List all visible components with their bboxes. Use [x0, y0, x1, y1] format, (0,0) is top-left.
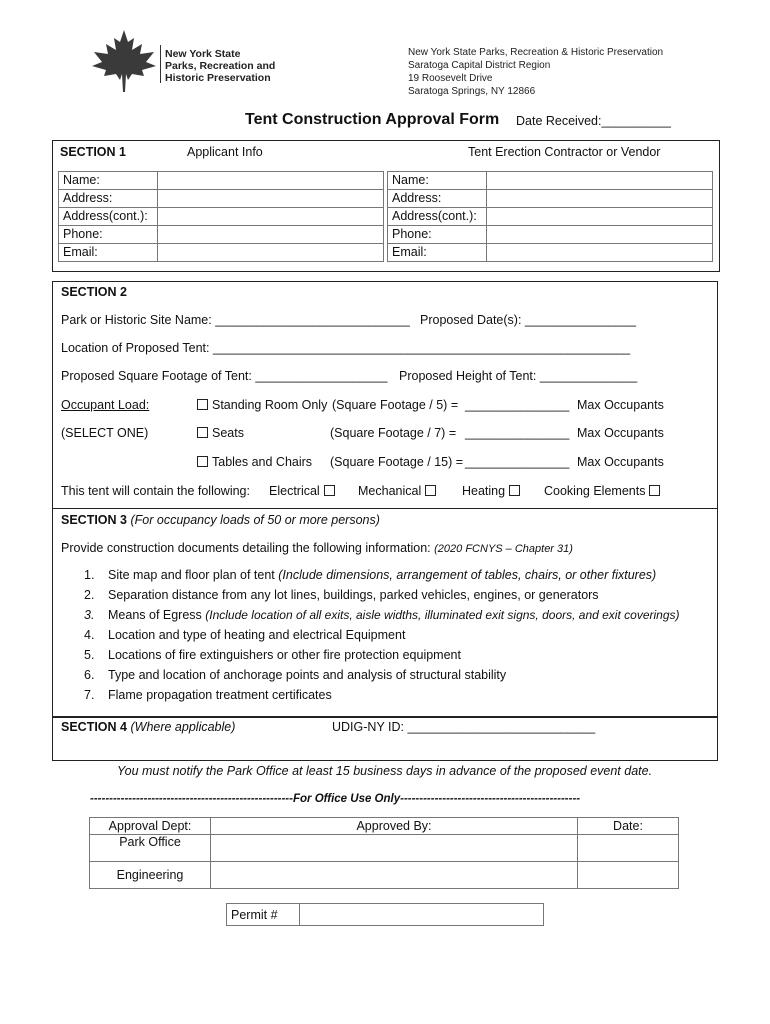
permit-label: Permit #: [227, 904, 300, 926]
section-4-note: (Where applicable): [130, 720, 236, 734]
list-item: [84, 645, 680, 665]
option-label: Standing Room Only: [212, 398, 328, 412]
agency-name-line: Parks, Recreation and: [165, 60, 276, 72]
item-text: Means of Egress: [108, 608, 206, 622]
logo-divider: [160, 45, 161, 83]
contractor-address-cont-input[interactable]: [487, 208, 713, 226]
list-item: [84, 605, 680, 625]
contains-cooking[interactable]: [544, 484, 664, 498]
field-label: Phone:: [388, 226, 487, 244]
item-text: Type and location of anchorage points and analysis of structural stability: [108, 668, 507, 682]
item-text: Separation distance from any lot lines, buildings, parked vehicles, engines, or generators: [108, 588, 599, 602]
approval-dept-label: Park Office: [90, 835, 211, 862]
approval-date-input[interactable]: [578, 835, 679, 862]
approval-table: [89, 817, 679, 889]
construction-documents-list: [84, 565, 680, 705]
item-note: (Include location of all exits, aisle widths, illuminated exit signs, doors, and exit coverings): [205, 608, 680, 622]
section-3-heading: SECTION 3: [61, 513, 127, 527]
list-item: [84, 585, 680, 605]
checkbox-icon[interactable]: [197, 399, 208, 410]
option-formula: (Square Footage / 15) =: [330, 455, 464, 469]
max-occupants-input[interactable]: _______________: [465, 455, 570, 469]
approval-dept-label: Engineering: [90, 862, 211, 889]
contractor-email-input[interactable]: [487, 244, 713, 262]
column-header: Approved By:: [211, 818, 578, 835]
applicant-phone-input[interactable]: [158, 226, 384, 244]
maple-leaf-logo-icon: [88, 30, 160, 92]
option-label: Tables and Chairs: [212, 455, 313, 469]
checkbox-icon[interactable]: [324, 485, 335, 496]
item-number: 3.: [84, 608, 95, 622]
office-use-divider: -----------------------------------------------------For Office Use Only-----------------------------------------------: [90, 793, 581, 805]
max-occupants-label: Max Occupants: [577, 398, 664, 412]
udig-id-field[interactable]: UDIG-NY ID: ___________________________: [332, 720, 596, 734]
agency-name-line: Historic Preservation: [165, 72, 271, 84]
field-label: Address(cont.):: [388, 208, 487, 226]
item-number: 6.: [84, 668, 95, 682]
date-received-field[interactable]: Date Received:__________: [516, 114, 671, 128]
occupant-load-label: Occupant Load:: [61, 398, 150, 412]
approved-by-input[interactable]: [211, 835, 578, 862]
applicant-address-input[interactable]: [158, 190, 384, 208]
approved-by-input[interactable]: [211, 862, 578, 889]
occupancy-option-standing[interactable]: [197, 398, 327, 412]
contains-item-label: Electrical: [269, 484, 320, 498]
field-label: Name:: [388, 172, 487, 190]
field-label: Phone:: [59, 226, 158, 244]
section-3-intro-row: [61, 541, 573, 555]
agency-name-line: New York State: [165, 48, 241, 60]
applicant-info-heading: Applicant Info: [187, 145, 263, 159]
contractor-phone-input[interactable]: [487, 226, 713, 244]
option-formula: (Square Footage / 7) =: [330, 426, 457, 440]
permit-number-input[interactable]: [300, 904, 544, 926]
contains-item-label: Heating: [462, 484, 506, 498]
item-note: (Include dimensions, arrangement of tables, chairs, or other fixtures): [278, 568, 657, 582]
field-label: Name:: [59, 172, 158, 190]
applicant-name-input[interactable]: [158, 172, 384, 190]
item-number: 4.: [84, 628, 95, 642]
item-number: 1.: [84, 568, 95, 582]
section-3-intro: Provide construction documents detailing the following information:: [61, 541, 431, 555]
field-label: Email:: [388, 244, 487, 262]
item-number: 2.: [84, 588, 95, 602]
park-site-field[interactable]: Park or Historic Site Name: ____________________________: [61, 313, 410, 327]
list-item: [84, 685, 680, 705]
applicant-address-cont-input[interactable]: [158, 208, 384, 226]
square-footage-field[interactable]: Proposed Square Footage of Tent: ___________________: [61, 369, 388, 383]
applicant-email-input[interactable]: [158, 244, 384, 262]
section-3-heading-row: [61, 513, 380, 527]
field-label: Address(cont.):: [59, 208, 158, 226]
section-3-reference: (2020 FCNYS – Chapter 31): [434, 543, 573, 555]
max-occupants-label: Max Occupants: [577, 455, 664, 469]
section-3-note: (For occupancy loads of 50 or more persons): [130, 513, 380, 527]
occupancy-option-seats[interactable]: [197, 426, 244, 440]
section-1-heading: SECTION 1: [60, 145, 126, 159]
list-item: [84, 625, 680, 645]
contains-item-label: Cooking Elements: [544, 484, 646, 498]
item-text: Flame propagation treatment certificates: [108, 688, 332, 702]
item-text: Site map and floor plan of tent: [108, 568, 279, 582]
approval-date-input[interactable]: [578, 862, 679, 889]
checkbox-icon[interactable]: [425, 485, 436, 496]
contains-heating[interactable]: [462, 484, 524, 498]
notice-text: You must notify the Park Office at least 15 business days in advance of the proposed event date.: [117, 764, 653, 778]
max-occupants-input[interactable]: _______________: [465, 398, 570, 412]
field-label: Email:: [59, 244, 158, 262]
section-2-heading: SECTION 2: [61, 285, 127, 299]
option-label: Seats: [212, 426, 244, 440]
field-label: Address:: [388, 190, 487, 208]
contractor-table: [387, 171, 713, 262]
section-4-heading-row: [61, 720, 235, 734]
contractor-name-input[interactable]: [487, 172, 713, 190]
address-line: New York State Parks, Recreation & Historic Preservation: [408, 47, 664, 58]
contractor-address-input[interactable]: [487, 190, 713, 208]
address-line: 19 Roosevelt Drive: [408, 73, 493, 84]
section-4-heading: SECTION 4: [61, 720, 127, 734]
permit-table: [226, 903, 544, 926]
select-one-label: (SELECT ONE): [61, 426, 149, 440]
tent-location-field[interactable]: Location of Proposed Tent: ____________________________________________________________: [61, 341, 631, 355]
list-item: [84, 665, 680, 685]
max-occupants-input[interactable]: _______________: [465, 426, 570, 440]
max-occupants-label: Max Occupants: [577, 426, 664, 440]
agency-name: [165, 48, 275, 84]
proposed-dates-field[interactable]: Proposed Date(s): ________________: [420, 313, 637, 327]
item-number: 5.: [84, 648, 95, 662]
checkbox-icon[interactable]: [649, 485, 660, 496]
applicant-table: [58, 171, 384, 262]
checkbox-icon[interactable]: [197, 427, 208, 438]
checkbox-icon[interactable]: [197, 456, 208, 467]
contains-mechanical[interactable]: [358, 484, 440, 498]
address-line: Saratoga Springs, NY 12866: [408, 86, 536, 97]
contains-electrical[interactable]: [269, 484, 339, 498]
tent-height-field[interactable]: Proposed Height of Tent: ______________: [399, 369, 638, 383]
contractor-heading: Tent Erection Contractor or Vendor: [468, 145, 661, 159]
column-header: Approval Dept:: [90, 818, 211, 835]
checkbox-icon[interactable]: [509, 485, 520, 496]
option-formula: (Square Footage / 5) =: [332, 398, 459, 412]
item-text: Locations of fire extinguishers or other fire protection equipment: [108, 648, 461, 662]
list-item: [84, 565, 680, 585]
item-text: Location and type of heating and electrical Equipment: [108, 628, 406, 642]
item-number: 7.: [84, 688, 95, 702]
contains-label: This tent will contain the following:: [61, 484, 250, 498]
field-label: Address:: [59, 190, 158, 208]
occupancy-option-tables[interactable]: [197, 455, 312, 469]
address-line: Saratoga Capital District Region: [408, 60, 551, 71]
column-header: Date:: [578, 818, 679, 835]
form-title: Tent Construction Approval Form: [245, 111, 500, 128]
contains-item-label: Mechanical: [358, 484, 422, 498]
agency-address: [408, 46, 663, 98]
